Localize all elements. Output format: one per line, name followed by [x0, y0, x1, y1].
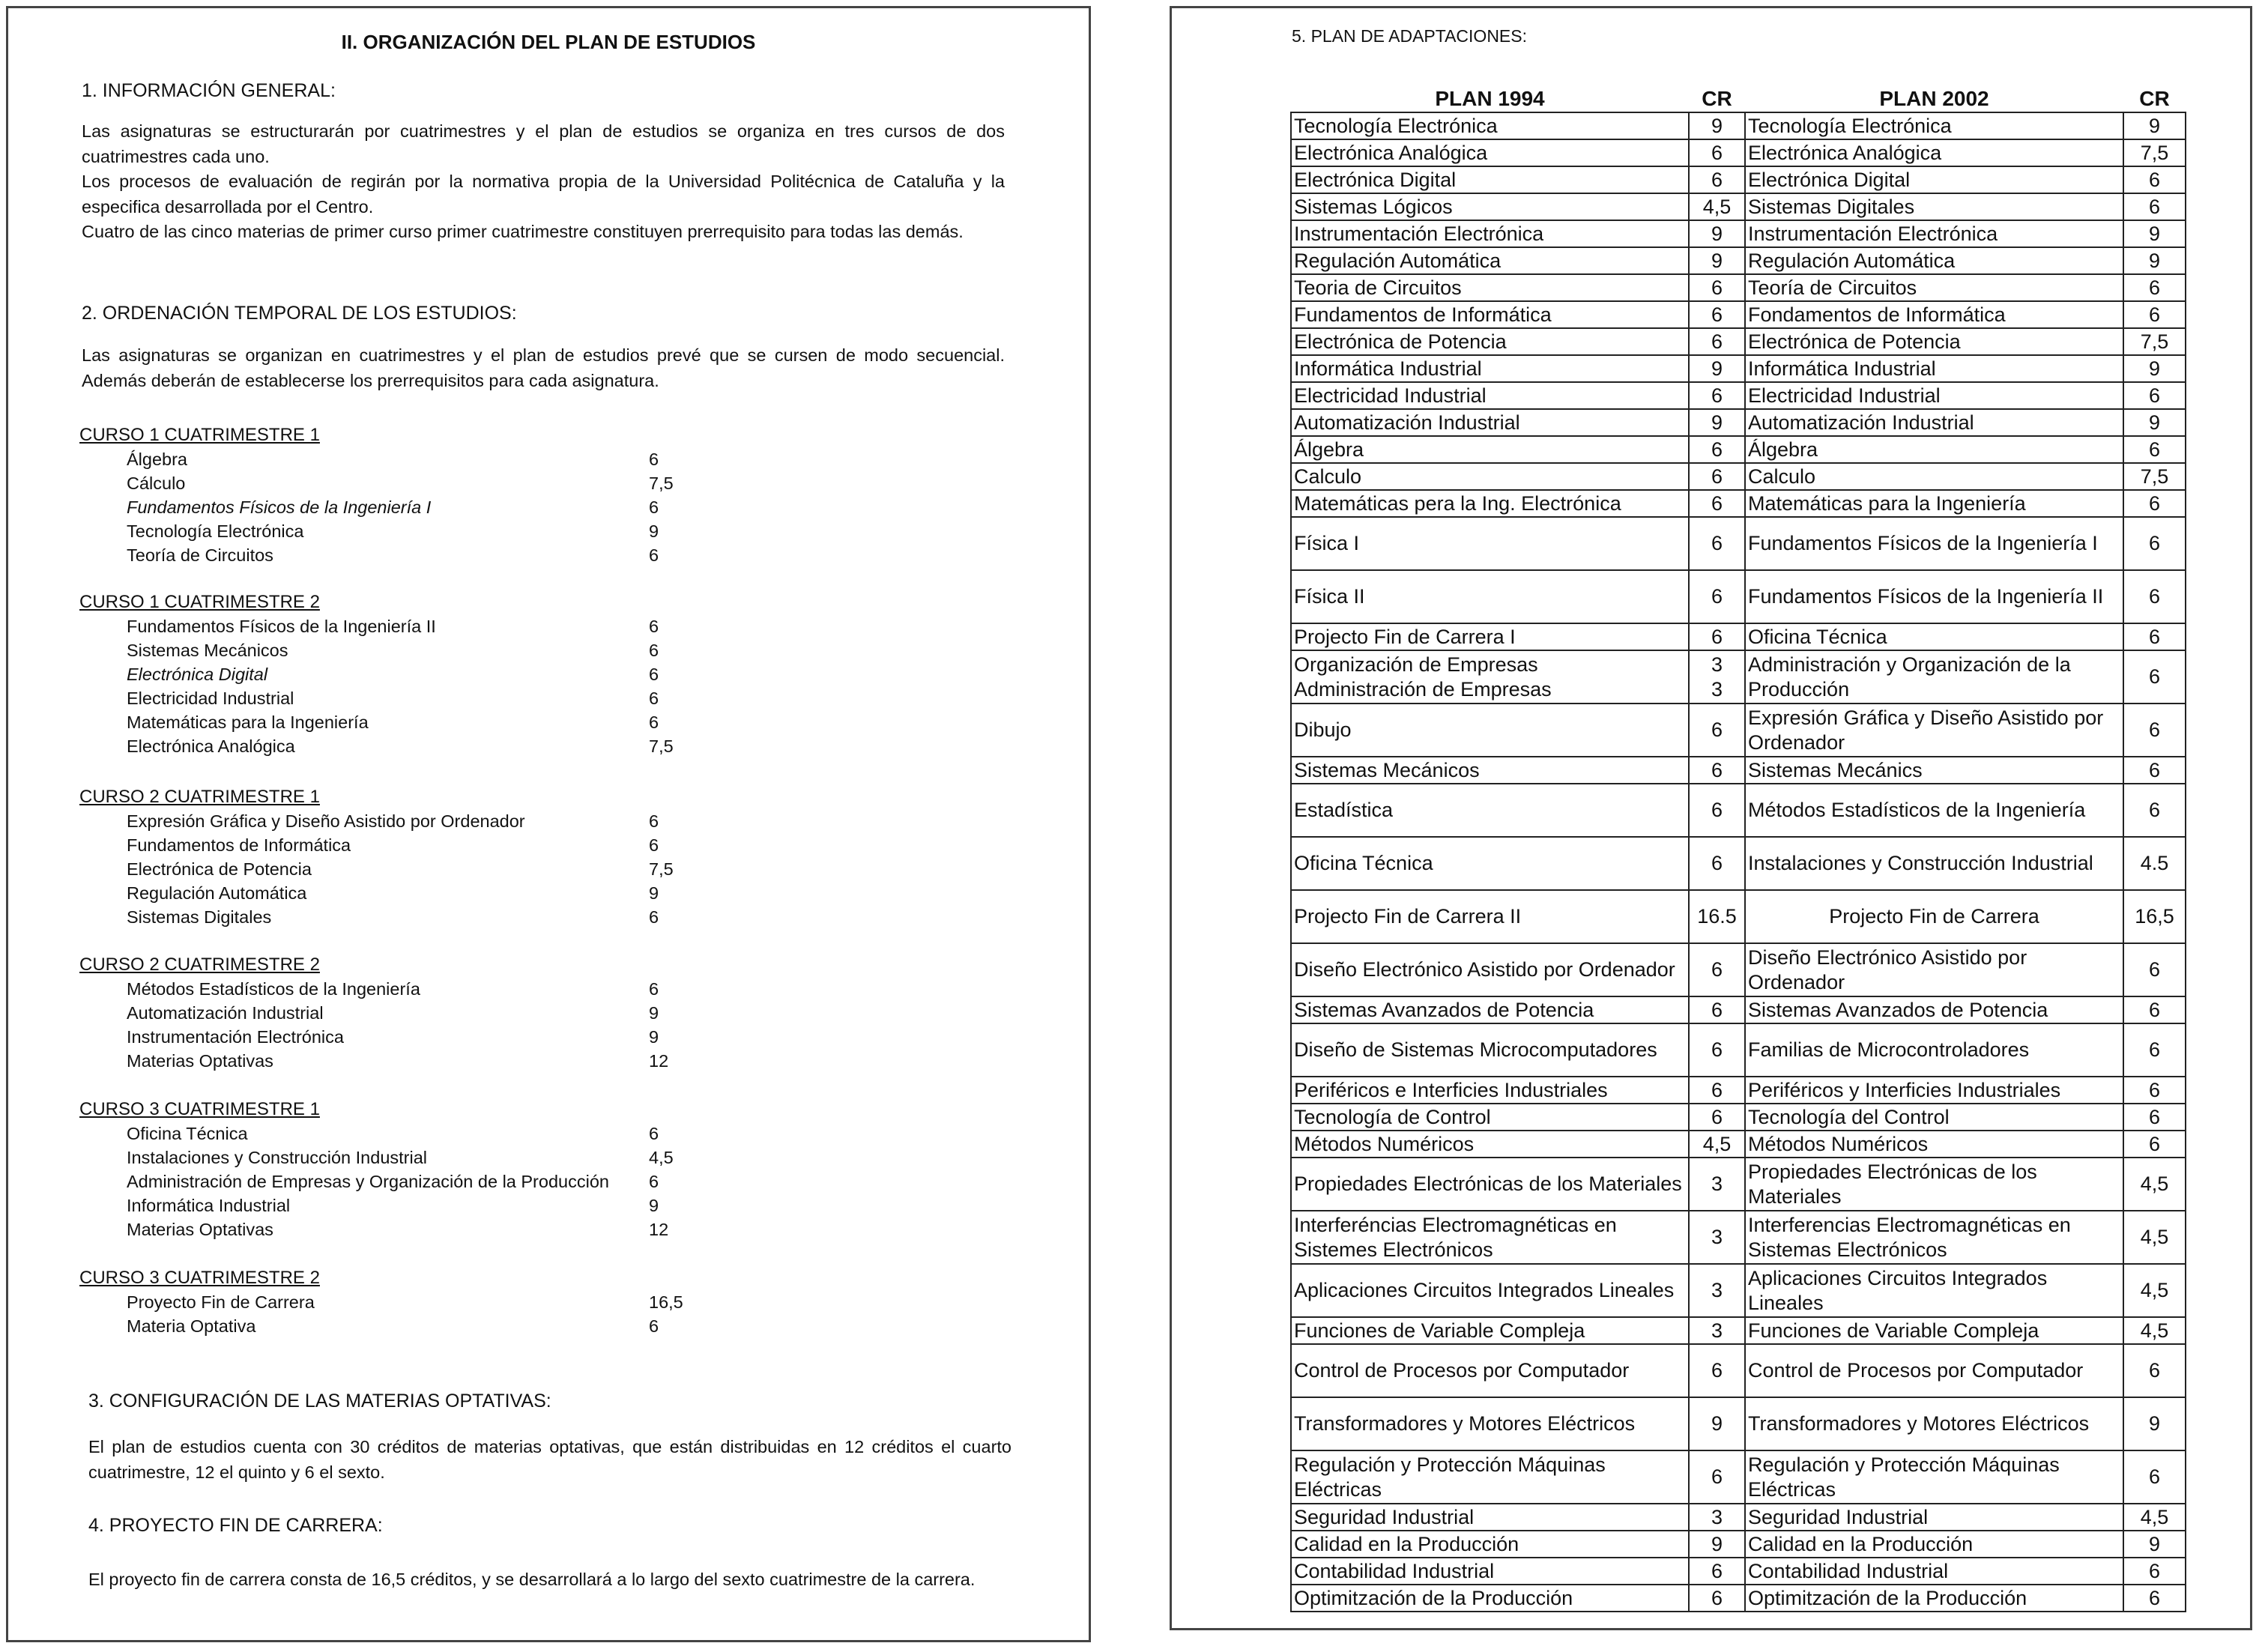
- plan-2002-credits: 4,5: [2123, 1264, 2186, 1317]
- plan-1994-subject: Matemáticas pera la Ing. Electrónica: [1291, 490, 1689, 517]
- plan-2002-subject: Familias de Microcontroladores: [1745, 1023, 2123, 1077]
- plan-2002-subject: Diseño Electrónico Asistido por Ordenador: [1745, 943, 2123, 996]
- plan-2002-credits: 4.5: [2123, 837, 2186, 890]
- table-row: [1291, 517, 2186, 570]
- section-2-text: Las asignaturas se organizan en cuatrimestres y el plan de estudios prevé que se cursen de modo secuencial. Además deberán de establecerse los prerrequisitos para cada asignatura.: [82, 345, 1005, 390]
- plan-1994-credits: 9: [1689, 220, 1745, 247]
- curso-block: [79, 423, 979, 567]
- plan-1994-subject: Projecto Fin de Carrera I: [1291, 623, 1689, 650]
- plan-1994-subject: Organización de Empresas Administración de Empresas: [1291, 650, 1689, 704]
- plan-1994-subject: Tecnología de Control: [1291, 1104, 1689, 1131]
- plan-1994-credits: 9: [1689, 355, 1745, 382]
- plan-1994-credits: 6: [1689, 517, 1745, 570]
- course-item: Tecnología Electrónica 9: [127, 521, 659, 541]
- plan-1994-credits: 6: [1689, 1077, 1745, 1104]
- plan-1994-subject: Contabilidad Industrial: [1291, 1558, 1689, 1585]
- table-row: [1291, 1558, 2186, 1585]
- section-3-heading: 3. CONFIGURACIÓN DE LAS MATERIAS OPTATIVAS:: [88, 1391, 551, 1412]
- adaptation-table-body: [1291, 112, 2186, 1612]
- plan-1994-credits: 6: [1689, 1023, 1745, 1077]
- plan-2002-subject: Métodos Estadísticos de la Ingeniería: [1745, 784, 2123, 837]
- plan-1994-credits: 6: [1689, 1344, 1745, 1397]
- plan-2002-credits: 6: [2123, 650, 2186, 704]
- plan-1994-credits: 6: [1689, 837, 1745, 890]
- page-title: II. ORGANIZACIÓN DEL PLAN DE ESTUDIOS: [341, 31, 756, 53]
- plan-1994-credits: 6: [1689, 1585, 1745, 1612]
- plan-2002-credits: 6: [2123, 1131, 2186, 1158]
- plan-2002-subject: Administración y Organización de la Producción: [1745, 650, 2123, 704]
- table-row: [1291, 784, 2186, 837]
- plan-2002-credits: 6: [2123, 517, 2186, 570]
- plan-1994-credits: 6: [1689, 436, 1745, 463]
- table-row: [1291, 1211, 2186, 1264]
- course-item: Materias Optativas 12: [127, 1220, 669, 1239]
- adaptation-table: [1290, 86, 2186, 1612]
- plan-2002-subject: Tecnología del Control: [1745, 1104, 2123, 1131]
- plan-2002-credits: 16,5: [2123, 890, 2186, 943]
- plan-2002-subject: Métodos Numéricos: [1745, 1131, 2123, 1158]
- plan-2002-credits: 9: [2123, 1397, 2186, 1450]
- plan-1994-subject: Oficina Técnica: [1291, 837, 1689, 890]
- course-item: Automatización Industrial 9: [127, 1003, 659, 1023]
- curso-heading: CURSO 1 CUATRIMESTRE 2: [79, 592, 320, 612]
- course-item: Álgebra 6: [127, 450, 659, 469]
- plan-2002-subject: Sistemas Digitales: [1745, 193, 2123, 220]
- table-row: [1291, 247, 2186, 274]
- plan-2002-credits: 6: [2123, 382, 2186, 409]
- table-row: [1291, 490, 2186, 517]
- table-row: [1291, 1450, 2186, 1504]
- plan-2002-subject: Contabilidad Industrial: [1745, 1558, 2123, 1585]
- plan-2002-subject: Automatización Industrial: [1745, 409, 2123, 436]
- course-item: Electrónica Digital 6: [127, 665, 659, 684]
- plan-2002-subject: Teoría de Circuitos: [1745, 274, 2123, 301]
- table-row: [1291, 570, 2186, 623]
- plan-2002-subject: Matemáticas para la Ingeniería: [1745, 490, 2123, 517]
- curso-block: [79, 590, 979, 758]
- plan-1994-subject: Funciones de Variable Compleja: [1291, 1317, 1689, 1344]
- plan-1994-subject: Periféricos e Interficies Industriales: [1291, 1077, 1689, 1104]
- plan-2002-credits: 6: [2123, 1023, 2186, 1077]
- plan-2002-subject: Seguridad Industrial: [1745, 1504, 2123, 1531]
- plan-2002-credits: 6: [2123, 1558, 2186, 1585]
- plan-1994-subject: Optimitzación de la Producción: [1291, 1585, 1689, 1612]
- curso-block: [79, 952, 979, 1073]
- course-item: Cálculo 7,5: [127, 473, 674, 493]
- plan-1994-subject: Sistemas Mecánicos: [1291, 757, 1689, 784]
- table-row: [1291, 112, 2186, 139]
- section-1-text: Las asignaturas se estructurarán por cuatrimestres y el plan de estudios se organiza en tres cursos de dos cuatrimestres cada uno. Los procesos de evaluación de regirán por la normativa propia de la Universidad Politécnica de Cataluña y la especifica desarrollada por el Centro. Cuatro de las cinco materias de primer curso primer cuatrimestre constituyen prerrequisito para todas las demás.: [82, 121, 1005, 241]
- plan-2002-credits: 6: [2123, 943, 2186, 996]
- table-row: [1291, 463, 2186, 490]
- plan-2002-subject: Álgebra: [1745, 436, 2123, 463]
- table-row: [1291, 436, 2186, 463]
- table-row: [1291, 890, 2186, 943]
- plan-2002-credits: 4,5: [2123, 1317, 2186, 1344]
- table-row: [1291, 1531, 2186, 1558]
- plan-1994-credits: 3: [1689, 1504, 1745, 1531]
- course-item: Sistemas Digitales 6: [127, 907, 659, 927]
- course-item: Regulación Automática 9: [127, 883, 659, 903]
- plan-2002-subject: Fondamentos de Informática: [1745, 301, 2123, 328]
- plan-1994-subject: Diseño de Sistemas Microcomputadores: [1291, 1023, 1689, 1077]
- plan-1994-subject: Informática Industrial: [1291, 355, 1689, 382]
- plan-2002-credits: 7,5: [2123, 139, 2186, 166]
- plan-2002-credits: 7,5: [2123, 463, 2186, 490]
- plan-1994-subject: Sistemas Lógicos: [1291, 193, 1689, 220]
- table-row: [1291, 1077, 2186, 1104]
- course-item: Materias Optativas 12: [127, 1051, 669, 1071]
- course-item: Métodos Estadísticos de la Ingeniería 6: [127, 979, 659, 999]
- plan-2002-credits: 6: [2123, 490, 2186, 517]
- plan-2002-credits: 7,5: [2123, 328, 2186, 355]
- plan-1994-credits: 6: [1689, 996, 1745, 1023]
- course-item: Electricidad Industrial 6: [127, 689, 659, 708]
- plan-2002-credits: 6: [2123, 996, 2186, 1023]
- plan-1994-credits: 4,5: [1689, 1131, 1745, 1158]
- table-row: [1291, 996, 2186, 1023]
- plan-2002-subject: Periféricos y Interficies Industriales: [1745, 1077, 2123, 1104]
- table-row: [1291, 193, 2186, 220]
- table-row: [1291, 1023, 2186, 1077]
- plan-1994-subject: Álgebra: [1291, 436, 1689, 463]
- table-row: [1291, 139, 2186, 166]
- plan-2002-subject: Calculo: [1745, 463, 2123, 490]
- table-row: [1291, 704, 2186, 757]
- plan-1994-subject: Propiedades Electrónicas de los Materiales: [1291, 1158, 1689, 1211]
- curso-heading: CURSO 2 CUATRIMESTRE 1: [79, 787, 320, 807]
- plan-2002-credits: 6: [2123, 166, 2186, 193]
- plan-2002-subject: Calidad en la Producción: [1745, 1531, 2123, 1558]
- col-plan-1994: PLAN 1994: [1435, 87, 1545, 110]
- plan-2002-subject: Projecto Fin de Carrera: [1745, 890, 2123, 943]
- plan-2002-subject: Informática Industrial: [1745, 355, 2123, 382]
- table-row: [1291, 382, 2186, 409]
- plan-2002-credits: 6: [2123, 570, 2186, 623]
- plan-1994-subject: Fundamentos de Informática: [1291, 301, 1689, 328]
- plan-2002-subject: Electricidad Industrial: [1745, 382, 2123, 409]
- plan-1994-credits: 6: [1689, 274, 1745, 301]
- plan-1994-subject: Física II: [1291, 570, 1689, 623]
- curso-block: [79, 1097, 979, 1241]
- plan-1994-subject: Electrónica Digital: [1291, 166, 1689, 193]
- plan-1994-credits: 9: [1689, 409, 1745, 436]
- course-item: Fundamentos Físicos de la Ingeniería I 6: [127, 497, 659, 517]
- section-3-text: El plan de estudios cuenta con 30 créditos de materias optativas, que están distribuidas en 12 créditos el cuarto cuatrimestre, 12 el quinto y 6 el sexto.: [88, 1437, 1011, 1482]
- plan-1994-credits: 3: [1689, 1158, 1745, 1211]
- plan-1994-credits: 4,5: [1689, 193, 1745, 220]
- plan-1994-subject: Instrumentación Electrónica: [1291, 220, 1689, 247]
- plan-1994-subject: Métodos Numéricos: [1291, 1131, 1689, 1158]
- plan-2002-credits: 6: [2123, 1450, 2186, 1504]
- table-row: [1291, 328, 2186, 355]
- plan-2002-subject: Interferencias Electromagnéticas en Sistemas Electrónicos: [1745, 1211, 2123, 1264]
- plan-1994-subject: Aplicaciones Circuitos Integrados Lineales: [1291, 1264, 1689, 1317]
- table-row: [1291, 1264, 2186, 1317]
- plan-1994-credits: 6: [1689, 301, 1745, 328]
- plan-1994-subject: Teoria de Circuitos: [1291, 274, 1689, 301]
- table-header-row: [1291, 86, 2186, 112]
- plan-1994-subject: Calidad en la Producción: [1291, 1531, 1689, 1558]
- course-item: Expresión Gráfica y Diseño Asistido por Ordenador 6: [127, 811, 659, 831]
- curso-heading: CURSO 1 CUATRIMESTRE 1: [79, 425, 320, 445]
- plan-1994-subject: Tecnología Electrónica: [1291, 112, 1689, 139]
- course-item: Matemáticas para la Ingeniería 6: [127, 712, 659, 732]
- plan-2002-credits: 9: [2123, 1531, 2186, 1558]
- course-item: Fundamentos Físicos de la Ingeniería II 6: [127, 617, 659, 636]
- plan-1994-subject: Estadística: [1291, 784, 1689, 837]
- plan-2002-credits: 6: [2123, 757, 2186, 784]
- plan-2002-subject: Expresión Gráfica y Diseño Asistido por Ordenador: [1745, 704, 2123, 757]
- plan-1994-credits: 6: [1689, 623, 1745, 650]
- plan-2002-subject: Funciones de Variable Compleja: [1745, 1317, 2123, 1344]
- plan-2002-subject: Sistemas Mecánics: [1745, 757, 2123, 784]
- plan-1994-credits: 6: [1689, 757, 1745, 784]
- left-page: [6, 6, 1091, 1642]
- table-row: [1291, 1504, 2186, 1531]
- plan-2002-subject: Electrónica Analógica: [1745, 139, 2123, 166]
- plan-2002-credits: 9: [2123, 409, 2186, 436]
- plan-2002-subject: Instalaciones y Construcción Industrial: [1745, 837, 2123, 890]
- plan-1994-credits: 6: [1689, 943, 1745, 996]
- plan-2002-credits: 6: [2123, 1585, 2186, 1612]
- course-item: Fundamentos de Informática 6: [127, 835, 659, 855]
- plan-1994-credits: 6: [1689, 784, 1745, 837]
- plan-2002-credits: 6: [2123, 274, 2186, 301]
- plan-2002-credits: 6: [2123, 193, 2186, 220]
- plan-2002-credits: 4,5: [2123, 1211, 2186, 1264]
- table-row: [1291, 1344, 2186, 1397]
- plan-1994-subject: Transformadores y Motores Eléctricos: [1291, 1397, 1689, 1450]
- plan-1994-subject: Regulación Automática: [1291, 247, 1689, 274]
- plan-2002-credits: 6: [2123, 1077, 2186, 1104]
- table-row: [1291, 1585, 2186, 1612]
- plan-1994-subject: Electrónica de Potencia: [1291, 328, 1689, 355]
- plan-2002-credits: 9: [2123, 247, 2186, 274]
- plan-1994-subject: Electricidad Industrial: [1291, 382, 1689, 409]
- curso-block: [79, 784, 979, 929]
- col-plan-2002: PLAN 2002: [1879, 87, 1989, 110]
- table-row: [1291, 943, 2186, 996]
- plan-1994-subject: Dibujo: [1291, 704, 1689, 757]
- course-item: Instrumentación Electrónica 9: [127, 1027, 659, 1047]
- plan-2002-subject: Control de Procesos por Computador: [1745, 1344, 2123, 1397]
- plan-2002-credits: 9: [2123, 220, 2186, 247]
- plan-1994-credits: 3: [1689, 1211, 1745, 1264]
- plan-2002-credits: 6: [2123, 436, 2186, 463]
- table-row: [1291, 166, 2186, 193]
- plan-2002-subject: Sistemas Avanzados de Potencia: [1745, 996, 2123, 1023]
- plan-2002-subject: Instrumentación Electrónica: [1745, 220, 2123, 247]
- plan-2002-subject: Transformadores y Motores Eléctricos: [1745, 1397, 2123, 1450]
- plan-2002-credits: 6: [2123, 1104, 2186, 1131]
- plan-2002-credits: 6: [2123, 301, 2186, 328]
- plan-1994-subject: Seguridad Industrial: [1291, 1504, 1689, 1531]
- plan-1994-subject: Física I: [1291, 517, 1689, 570]
- plan-1994-credits: 6: [1689, 1104, 1745, 1131]
- course-item: Informática Industrial 9: [127, 1196, 659, 1215]
- plan-1994-credits: 3: [1689, 1264, 1745, 1317]
- table-row: [1291, 1397, 2186, 1450]
- plan-1994-credits: 6: [1689, 463, 1745, 490]
- course-item: Instalaciones y Construcción Industrial 4,5: [127, 1148, 674, 1167]
- plan-1994-credits: 6: [1689, 166, 1745, 193]
- plan-2002-subject: Optimitzación de la Producción: [1745, 1585, 2123, 1612]
- plan-1994-subject: Interferéncias Electromagnéticas en Sistemes Electrónicos: [1291, 1211, 1689, 1264]
- plan-2002-subject: Aplicaciones Circuitos Integrados Lineales: [1745, 1264, 2123, 1317]
- table-row: [1291, 837, 2186, 890]
- plan-1994-credits: 9: [1689, 1531, 1745, 1558]
- plan-1994-credits: 16.5: [1689, 890, 1745, 943]
- table-row: [1291, 301, 2186, 328]
- course-item: Proyecto Fin de Carrera 16,5: [127, 1292, 683, 1312]
- table-row: [1291, 650, 2186, 704]
- table-row: [1291, 1104, 2186, 1131]
- course-item: Teoría de Circuitos 6: [127, 545, 659, 565]
- table-row: [1291, 274, 2186, 301]
- section-5-heading: 5. PLAN DE ADAPTACIONES:: [1292, 26, 1528, 46]
- curso-heading: CURSO 3 CUATRIMESTRE 1: [79, 1099, 320, 1119]
- table-row: [1291, 355, 2186, 382]
- plan-1994-credits: 6: [1689, 704, 1745, 757]
- plan-1994-credits: 6: [1689, 328, 1745, 355]
- plan-2002-credits: 4,5: [2123, 1158, 2186, 1211]
- plan-1994-credits: 9: [1689, 112, 1745, 139]
- table-row: [1291, 1158, 2186, 1211]
- col-cr-2002: CR: [2139, 87, 2170, 110]
- plan-1994-subject: Control de Procesos por Computador: [1291, 1344, 1689, 1397]
- table-row: [1291, 757, 2186, 784]
- col-cr-1994: CR: [1702, 87, 1732, 110]
- section-4-text: El proyecto fin de carrera consta de 16,5 créditos, y se desarrollará a lo largo del sexto cuatrimestre de la carrera.: [88, 1570, 976, 1589]
- plan-2002-credits: 6: [2123, 1344, 2186, 1397]
- plan-2002-subject: Tecnología Electrónica: [1745, 112, 2123, 139]
- plan-2002-subject: Regulación Automática: [1745, 247, 2123, 274]
- course-item: Oficina Técnica 6: [127, 1124, 659, 1143]
- curso-heading: CURSO 3 CUATRIMESTRE 2: [79, 1268, 320, 1288]
- plan-1994-subject: Regulación y Protección Máquinas Eléctricas: [1291, 1450, 1689, 1504]
- table-row: [1291, 623, 2186, 650]
- plan-2002-subject: Propiedades Electrónicas de los Materiales: [1745, 1158, 2123, 1211]
- plan-1994-subject: Automatización Industrial: [1291, 409, 1689, 436]
- plan-1994-credits: 6: [1689, 570, 1745, 623]
- plan-1994-credits: 9: [1689, 247, 1745, 274]
- course-item: Electrónica Analógica 7,5: [127, 736, 674, 756]
- table-row: [1291, 409, 2186, 436]
- plan-1994-subject: Calculo: [1291, 463, 1689, 490]
- plan-1994-credits: 6: [1689, 382, 1745, 409]
- plan-1994-credits: 3 3: [1689, 650, 1745, 704]
- table-row: [1291, 220, 2186, 247]
- plan-2002-credits: 9: [2123, 355, 2186, 382]
- curso-heading: CURSO 2 CUATRIMESTRE 2: [79, 954, 320, 975]
- table-row: [1291, 1131, 2186, 1158]
- plan-1994-subject: Sistemas Avanzados de Potencia: [1291, 996, 1689, 1023]
- plan-2002-subject: Electrónica de Potencia: [1745, 328, 2123, 355]
- plan-2002-subject: Fundamentos Físicos de la Ingeniería II: [1745, 570, 2123, 623]
- plan-2002-credits: 6: [2123, 704, 2186, 757]
- plan-2002-subject: Regulación y Protección Máquinas Eléctricas: [1745, 1450, 2123, 1504]
- plan-1994-credits: 6: [1689, 1558, 1745, 1585]
- plan-2002-credits: 9: [2123, 112, 2186, 139]
- section-2-heading: 2. ORDENACIÓN TEMPORAL DE LOS ESTUDIOS:: [82, 303, 517, 324]
- course-item: Administración de Empresas y Organización de la Producción 6: [127, 1172, 659, 1191]
- plan-2002-credits: 6: [2123, 784, 2186, 837]
- course-item: Sistemas Mecánicos 6: [127, 641, 659, 660]
- course-item: Electrónica de Potencia 7,5: [127, 859, 674, 879]
- plan-1994-subject: Electrónica Analógica: [1291, 139, 1689, 166]
- plan-1994-credits: 6: [1689, 139, 1745, 166]
- plan-2002-credits: 6: [2123, 623, 2186, 650]
- right-page: [1170, 6, 2252, 1630]
- curso-block: [79, 1265, 979, 1338]
- plan-1994-credits: 9: [1689, 1397, 1745, 1450]
- plan-2002-subject: Fundamentos Físicos de la Ingeniería I: [1745, 517, 2123, 570]
- plan-2002-subject: Oficina Técnica: [1745, 623, 2123, 650]
- section-4-heading: 4. PROYECTO FIN DE CARRERA:: [88, 1515, 383, 1536]
- plan-2002-subject: Electrónica Digital: [1745, 166, 2123, 193]
- plan-1994-credits: 6: [1689, 490, 1745, 517]
- section-1-heading: 1. INFORMACIÓN GENERAL:: [82, 80, 336, 101]
- course-item: Materia Optativa 6: [127, 1316, 659, 1336]
- table-row: [1291, 1317, 2186, 1344]
- plan-1994-subject: Diseño Electrónico Asistido por Ordenador: [1291, 943, 1689, 996]
- plan-1994-credits: 6: [1689, 1450, 1745, 1504]
- plan-1994-subject: Projecto Fin de Carrera II: [1291, 890, 1689, 943]
- plan-2002-credits: 4,5: [2123, 1504, 2186, 1531]
- plan-1994-credits: 3: [1689, 1317, 1745, 1344]
